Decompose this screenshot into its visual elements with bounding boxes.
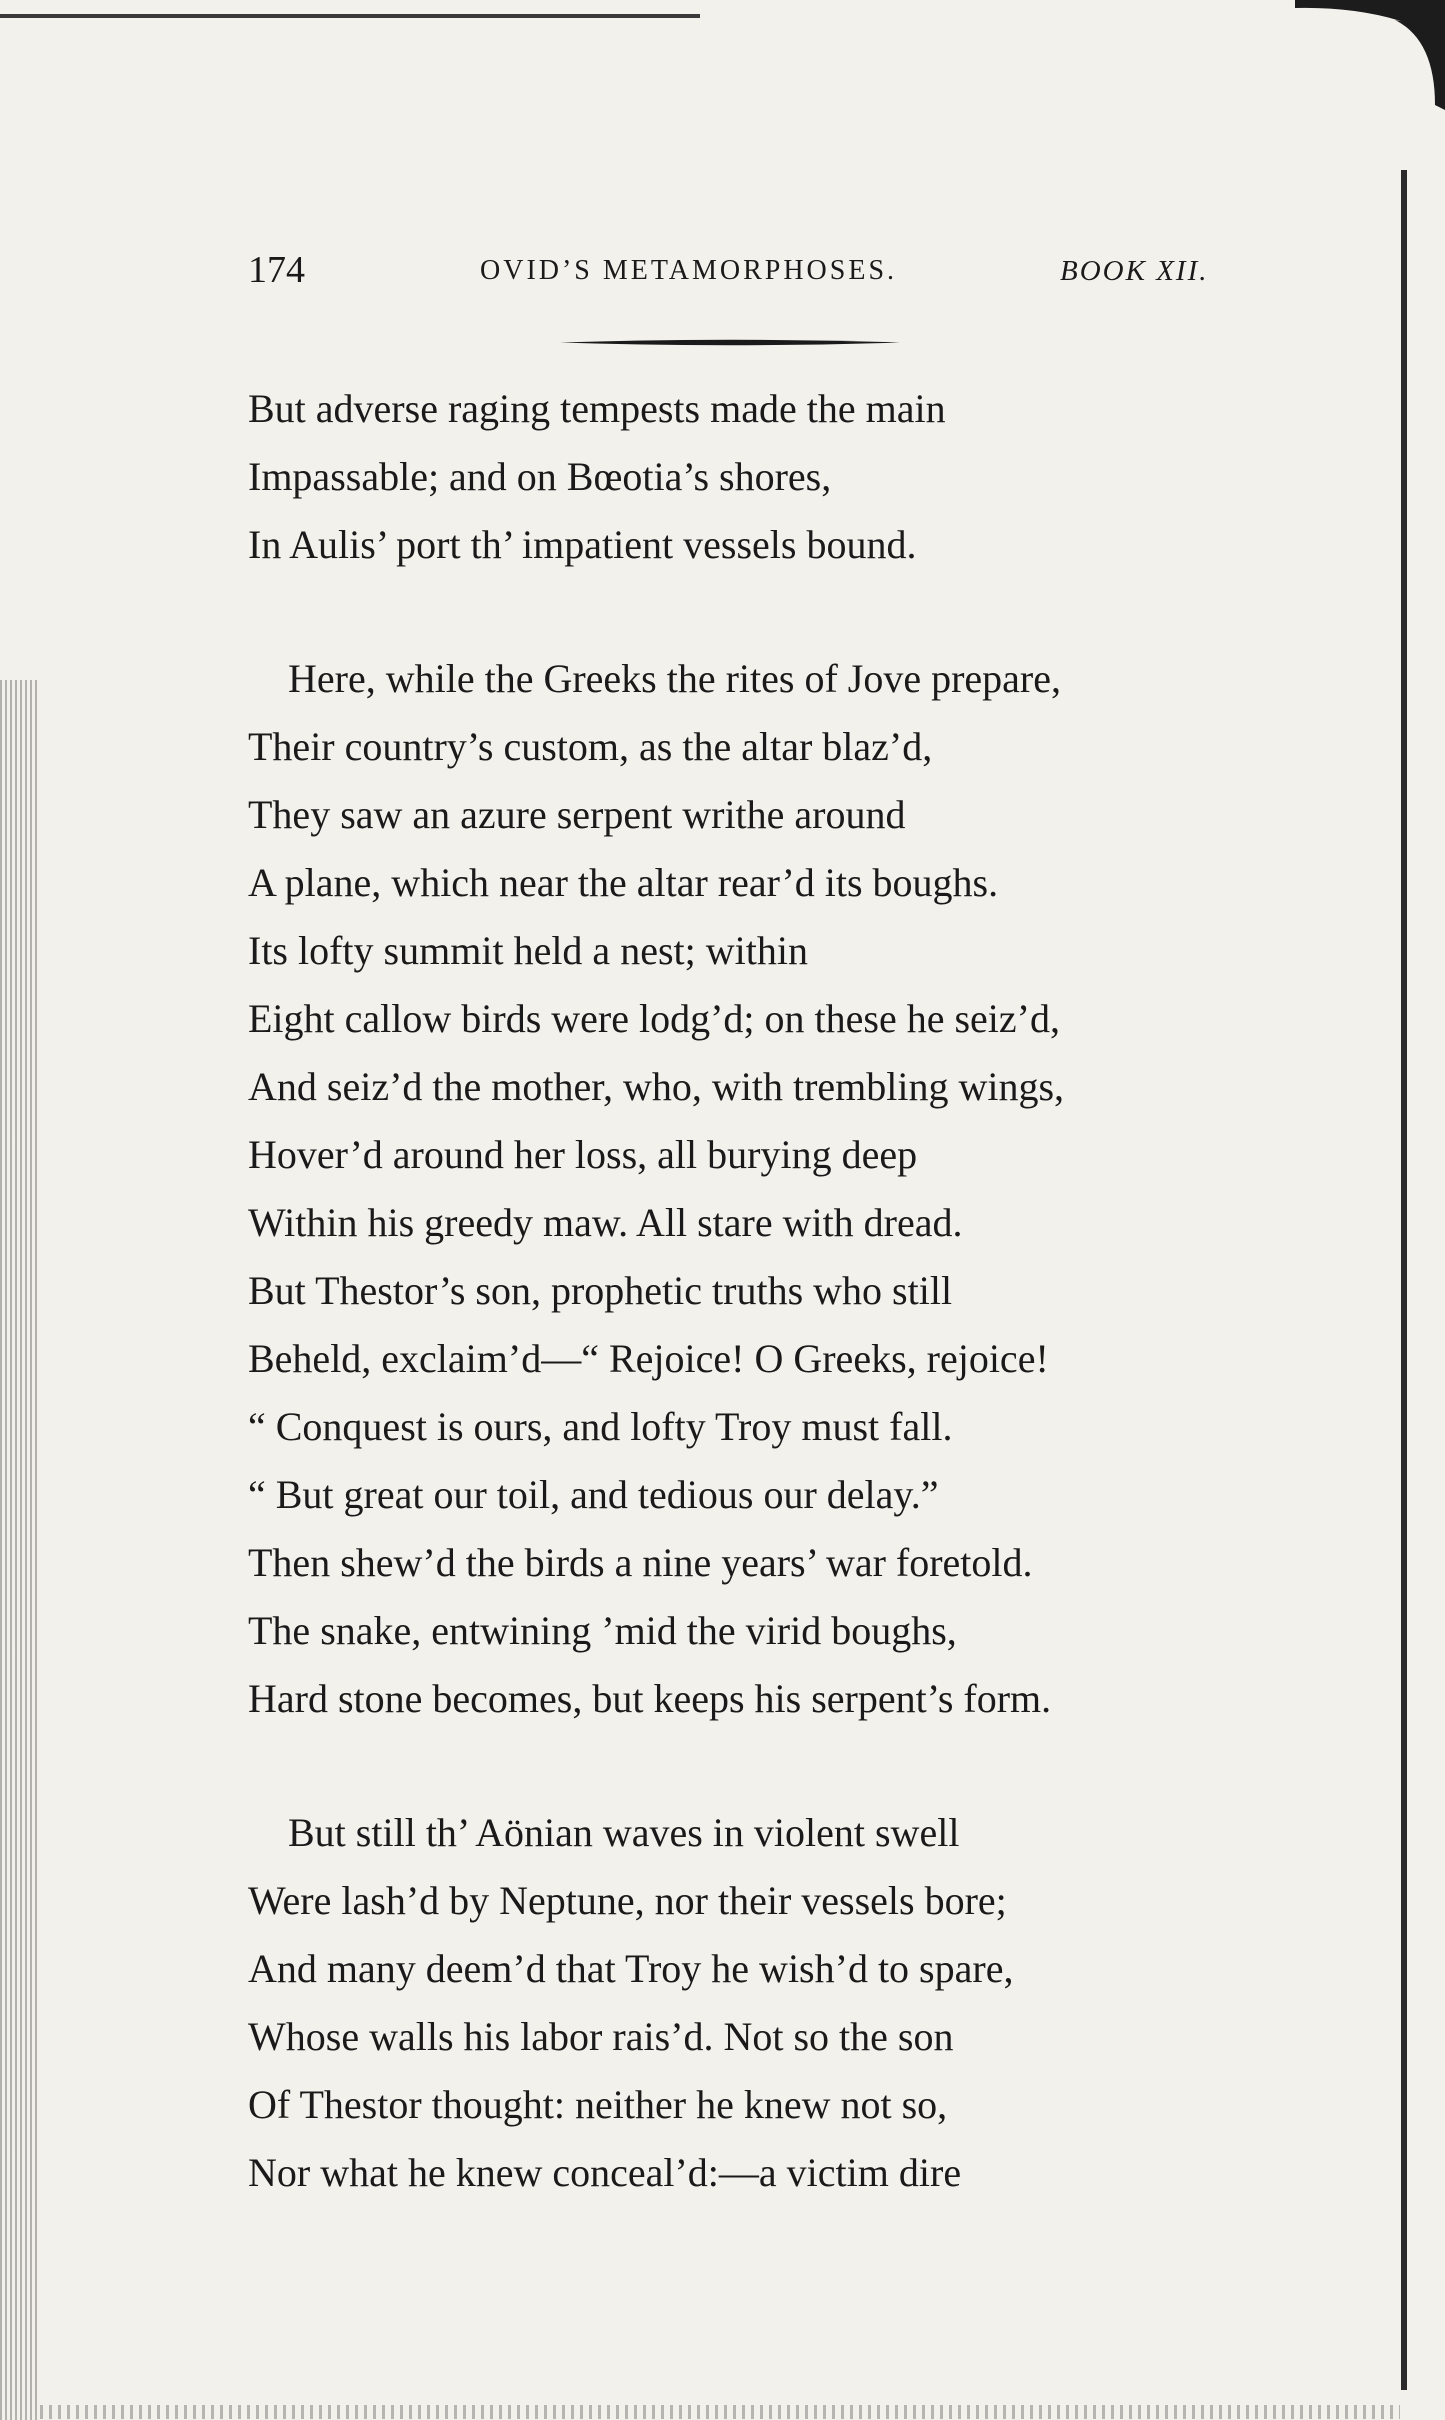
verse-line: But Thestor’s son, prophetic truths who still: [248, 1268, 953, 1313]
verse-line: Whose walls his labor rais’d. Not so the son: [248, 2014, 954, 2059]
verse-line: Within his greedy maw. All stare with dread.: [248, 1200, 963, 1245]
scan-left-edge: [0, 680, 40, 2420]
verse-line: Eight callow birds were lodg’d; on these he seiz’d,: [248, 996, 1060, 1041]
verse-line: Then shew’d the birds a nine years’ war foretold.: [248, 1540, 1033, 1585]
verse-line: Its lofty summit held a nest; within: [248, 928, 808, 973]
verse-line: “ Conquest is ours, and lofty Troy must fall.: [248, 1404, 953, 1449]
verse-line: They saw an azure serpent writhe around: [248, 792, 906, 837]
verse-line: And seiz’d the mother, who, with trembling wings,: [248, 1064, 1065, 1109]
page-corner-curl: [1295, 0, 1445, 110]
scan-top-edge: [0, 0, 1445, 22]
page-number: 174: [248, 249, 305, 291]
stanza-2: [248, 645, 1208, 1733]
scan-right-edge: [1401, 170, 1407, 2390]
book-label: BOOK XII.: [1060, 255, 1209, 287]
verse-line: “ But great our toil, and tedious our delay.”: [248, 1472, 939, 1517]
stanza-1: [248, 375, 1208, 579]
verse-line: Impassable; and on Bœotia’s shores,: [248, 454, 832, 499]
running-title: OVID’S METAMORPHOSES.: [480, 255, 898, 286]
verse-line: Here, while the Greeks the rites of Jove prepare,: [288, 656, 1062, 701]
verse-line: But still th’ Aönian waves in violent swell: [288, 1810, 960, 1855]
verse-line: A plane, which near the altar rear’d its boughs.: [248, 860, 999, 905]
verse-line: Nor what he knew conceal’d:—a victim dire: [248, 2150, 962, 2195]
verse-line: In Aulis’ port th’ impatient vessels bound.: [248, 522, 917, 567]
verse-line: Their country’s custom, as the altar blaz’d,: [248, 724, 933, 769]
verse-line: Were lash’d by Neptune, nor their vessels bore;: [248, 1878, 1007, 1923]
stanza-gap: [248, 579, 1208, 645]
verse-line: The snake, entwining ’mid the virid boughs,: [248, 1608, 957, 1653]
verse-line: Of Thestor thought: neither he knew not so,: [248, 2082, 948, 2127]
verse-line: But adverse raging tempests made the main: [248, 386, 946, 431]
scan-bottom-edge: [40, 2405, 1400, 2419]
header-ornamental-rule: [560, 338, 900, 347]
verse-line: And many deem’d that Troy he wish’d to spare,: [248, 1946, 1014, 1991]
verse-body: [248, 375, 1208, 2207]
verse-line: Beheld, exclaim’d—“ Rejoice! O Greeks, rejoice!: [248, 1336, 1049, 1381]
stanza-3: [248, 1799, 1208, 2207]
stanza-gap: [248, 1733, 1208, 1799]
page-header: [248, 245, 1248, 305]
verse-line: Hard stone becomes, but keeps his serpent’s form.: [248, 1676, 1052, 1721]
verse-line: Hover’d around her loss, all burying deep: [248, 1132, 918, 1177]
